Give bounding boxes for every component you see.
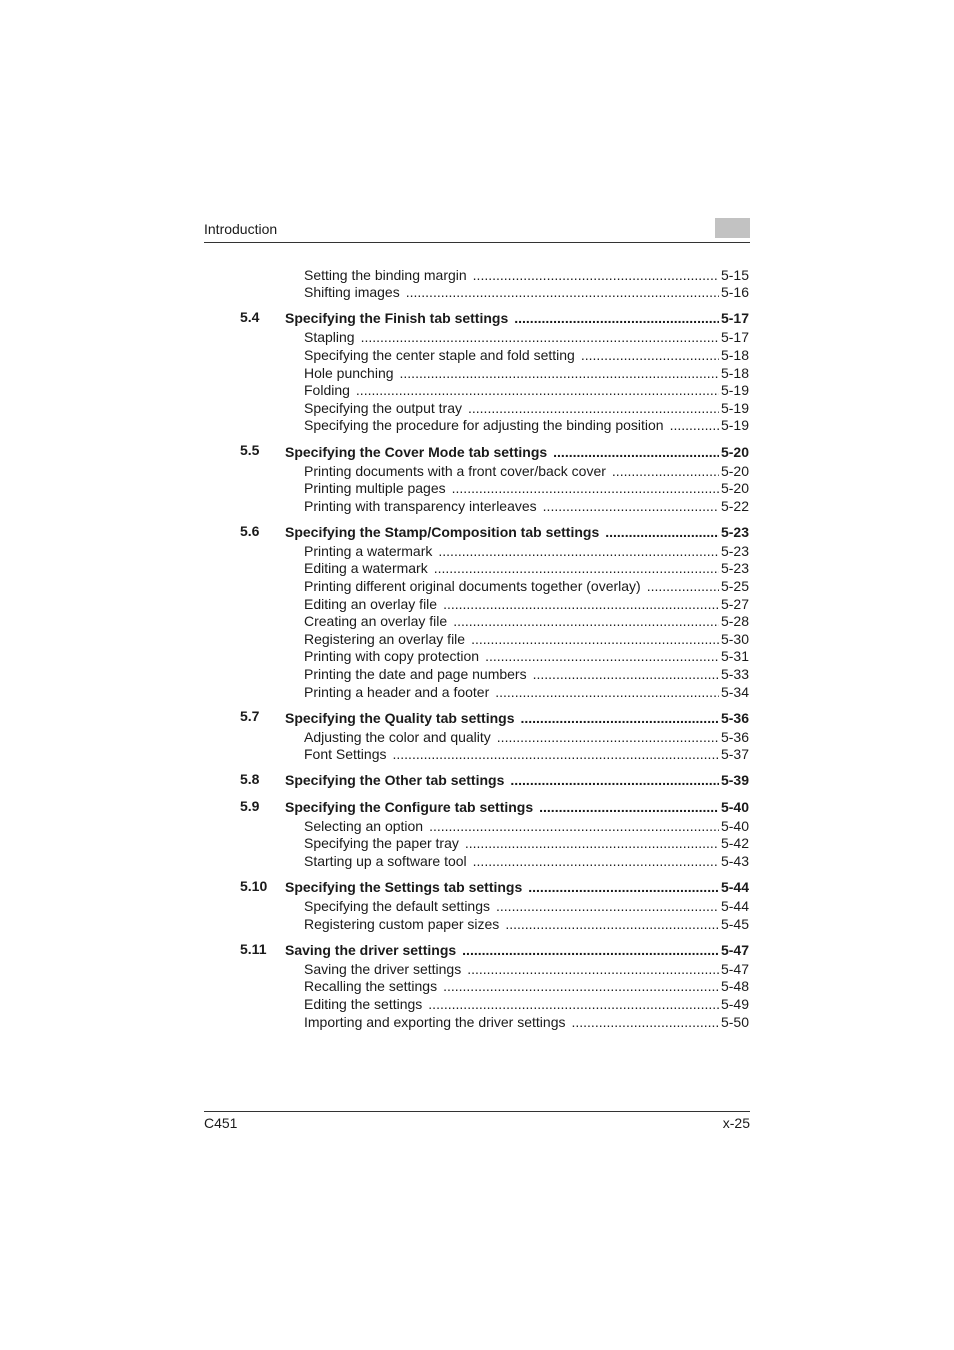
toc-entry-title: Saving the driver settings <box>285 941 457 958</box>
toc-subsection-entry[interactable] <box>240 266 749 284</box>
toc-page-number: 5-17 <box>720 329 749 346</box>
toc-entry-title: Specifying the Finish tab settings <box>285 310 509 327</box>
dot-leader <box>356 382 719 398</box>
toc-entry-title: Shifting images <box>304 284 400 301</box>
toc-subsection-entry[interactable] <box>240 978 749 996</box>
toc-section-number: 5.4 <box>240 309 260 326</box>
toc-page-number: 5-39 <box>720 772 749 789</box>
toc-entry-title: Adjusting the color and quality <box>304 728 491 745</box>
toc-page-number: 5-45 <box>720 915 749 932</box>
dot-leader <box>553 444 719 460</box>
toc-page-number: 5-44 <box>720 879 749 896</box>
toc-subsection-entry[interactable] <box>240 399 749 417</box>
dot-leader <box>605 524 719 540</box>
toc-page-number: 5-19 <box>720 417 749 434</box>
toc-page-number: 5-50 <box>720 1013 749 1030</box>
toc-entry-title: Specifying the default settings <box>304 898 491 915</box>
toc-entry-title: Specifying the paper tray <box>304 835 459 852</box>
toc-section-entry[interactable] <box>240 309 749 328</box>
toc-entry-title: Printing multiple pages <box>304 480 446 497</box>
toc-page-number: 5-20 <box>720 462 749 479</box>
dot-leader <box>468 400 719 416</box>
toc-subsection-entry[interactable] <box>240 364 749 382</box>
toc-subsection-entry[interactable] <box>240 346 749 364</box>
dot-leader <box>473 267 719 283</box>
toc-subsection-entry[interactable] <box>240 817 749 835</box>
toc-entry-title: Setting the binding margin <box>304 266 467 283</box>
toc-entry-title: Printing with copy protection <box>304 648 480 665</box>
dot-leader <box>393 746 719 762</box>
dot-leader <box>452 480 719 496</box>
toc-subsection-entry[interactable] <box>240 995 749 1013</box>
toc-page-number: 5-18 <box>720 364 749 381</box>
toc-entry-title: Font Settings <box>304 746 387 763</box>
toc-subsection-entry[interactable] <box>240 728 749 746</box>
toc-entry-title: Specifying the Other tab settings <box>285 772 505 789</box>
dot-leader <box>533 666 719 682</box>
toc-entry-title: Registering custom paper sizes <box>304 915 500 932</box>
toc-entry-title: Specifying the Configure tab settings <box>285 798 534 815</box>
toc-section-number: 5.9 <box>240 797 260 814</box>
toc-subsection-entry[interactable] <box>240 897 749 915</box>
dot-leader <box>473 853 719 869</box>
toc-entry-title: Printing a header and a footer <box>304 683 490 700</box>
toc-subsection-entry[interactable] <box>240 630 749 648</box>
dot-leader <box>443 596 719 612</box>
toc-page-number: 5-36 <box>720 728 749 745</box>
toc-subsection-entry[interactable] <box>240 612 749 630</box>
toc-page-number: 5-16 <box>720 284 749 301</box>
toc-entry-title: Creating an overlay file <box>304 613 448 630</box>
toc-entry-title: Editing the settings <box>304 996 423 1013</box>
toc-entry-title: Specifying the output tray <box>304 399 462 416</box>
dot-leader <box>528 879 719 895</box>
toc-page-number: 5-20 <box>720 443 749 460</box>
toc-page-number: 5-42 <box>720 835 749 852</box>
toc-entry-title: Printing the date and page numbers <box>304 665 527 682</box>
toc-page-number: 5-43 <box>720 853 749 870</box>
toc-entry-title: Printing with transparency interleaves <box>304 497 537 514</box>
toc-entry-title: Printing different original documents together (overlay) <box>304 578 641 595</box>
toc-page-number: 5-44 <box>720 898 749 915</box>
toc-subsection-entry[interactable] <box>240 852 749 870</box>
toc-subsection-entry[interactable] <box>240 577 749 595</box>
toc-entry-title: Editing a watermark <box>304 560 428 577</box>
toc-page-number: 5-23 <box>720 542 749 559</box>
toc-page-number: 5-28 <box>720 613 749 630</box>
toc-page-number: 5-31 <box>720 648 749 665</box>
toc-section-entry[interactable] <box>240 442 749 461</box>
toc-entry-title: Specifying the center staple and fold setting <box>304 347 575 364</box>
toc-subsection-entry[interactable] <box>240 1013 749 1031</box>
toc-section-number: 5.5 <box>240 442 260 459</box>
toc-subsection-entry[interactable] <box>240 329 749 347</box>
toc-page-number: 5-19 <box>720 399 749 416</box>
dot-leader <box>505 916 719 932</box>
toc-subsection-entry[interactable] <box>240 665 749 683</box>
header-title: Introduction <box>204 221 278 237</box>
toc-page-number: 5-34 <box>720 683 749 700</box>
toc-entry-title: Printing a watermark <box>304 542 433 559</box>
dot-leader <box>510 772 719 788</box>
dot-leader <box>543 498 719 514</box>
toc-subsection-entry[interactable] <box>240 835 749 853</box>
toc-page-number: 5-19 <box>720 382 749 399</box>
page-footer <box>204 1111 750 1131</box>
toc-subsection-entry[interactable] <box>240 960 749 978</box>
toc-entry-title: Selecting an option <box>304 817 424 834</box>
dot-leader <box>428 996 719 1012</box>
dot-leader <box>361 329 719 345</box>
dot-leader <box>496 898 719 914</box>
toc-page-number: 5-18 <box>720 347 749 364</box>
dot-leader <box>539 799 719 815</box>
dot-leader <box>467 961 719 977</box>
toc-page-number: 5-23 <box>720 560 749 577</box>
toc-section-entry[interactable] <box>240 708 749 727</box>
toc-subsection-entry[interactable] <box>240 417 749 435</box>
toc-page-number: 5-25 <box>720 578 749 595</box>
dot-leader <box>438 543 719 559</box>
toc-entry-title: Saving the driver settings <box>304 960 462 977</box>
toc-subsection-entry[interactable] <box>240 683 749 701</box>
toc-entry-title: Starting up a software tool <box>304 853 467 870</box>
dot-leader <box>571 1014 718 1030</box>
toc-page-number: 5-30 <box>720 630 749 647</box>
toc-page-number: 5-49 <box>720 996 749 1013</box>
dot-leader <box>443 978 719 994</box>
toc-entry-title: Recalling the settings <box>304 978 438 995</box>
toc-page-number: 5-22 <box>720 497 749 514</box>
toc-page-number: 5-15 <box>720 266 749 283</box>
toc-section-number: 5.7 <box>240 708 260 725</box>
toc-subsection-entry[interactable] <box>240 479 749 497</box>
toc-entry-title: Editing an overlay file <box>304 595 438 612</box>
toc-page-number: 5-23 <box>720 523 749 540</box>
toc-section-entry[interactable] <box>240 941 749 960</box>
dot-leader <box>647 578 719 594</box>
toc-subsection-entry[interactable] <box>240 462 749 480</box>
toc-entry-title: Specifying the Quality tab settings <box>285 709 515 726</box>
toc-subsection-entry[interactable] <box>240 745 749 763</box>
dot-leader <box>406 284 719 300</box>
toc-page-number: 5-37 <box>720 746 749 763</box>
table-of-contents <box>240 266 749 1030</box>
toc-section-number: 5.10 <box>240 877 268 894</box>
toc-entry-title: Folding <box>304 382 350 399</box>
toc-section-number: 5.11 <box>240 940 267 957</box>
toc-section-entry[interactable] <box>240 878 749 897</box>
dot-leader <box>581 347 719 363</box>
toc-subsection-entry[interactable] <box>240 381 749 399</box>
toc-entry-title: Importing and exporting the driver settings <box>304 1013 566 1030</box>
toc-entry-title: Hole punching <box>304 364 394 381</box>
dot-leader <box>400 365 719 381</box>
toc-section-number: 5.6 <box>240 522 260 539</box>
toc-subsection-entry[interactable] <box>240 595 749 613</box>
toc-page-number: 5-40 <box>720 798 749 815</box>
toc-section-entry[interactable] <box>240 771 749 790</box>
dot-leader <box>465 835 719 851</box>
toc-entry-title: Specifying the procedure for adjusting the binding position <box>304 417 664 434</box>
toc-entry-title: Stapling <box>304 329 355 346</box>
toc-page-number: 5-17 <box>720 310 749 327</box>
toc-entry-title: Specifying the Settings tab settings <box>285 879 523 896</box>
toc-subsection-entry[interactable] <box>240 284 749 302</box>
toc-page-number: 5-20 <box>720 480 749 497</box>
toc-subsection-entry[interactable] <box>240 542 749 560</box>
toc-subsection-entry[interactable] <box>240 560 749 578</box>
toc-subsection-entry[interactable] <box>240 497 749 515</box>
header-tab-marker <box>715 218 750 238</box>
dot-leader <box>495 684 719 700</box>
dot-leader <box>514 310 719 326</box>
toc-page-number: 5-27 <box>720 595 749 612</box>
dot-leader <box>485 648 719 664</box>
toc-subsection-entry[interactable] <box>240 648 749 666</box>
toc-section-number: 5.8 <box>240 771 260 788</box>
toc-section-entry[interactable] <box>240 523 749 542</box>
page-header <box>204 218 750 243</box>
footer-page-number: x-25 <box>722 1115 750 1131</box>
toc-page-number: 5-40 <box>720 817 749 834</box>
toc-entry-title: Specifying the Cover Mode tab settings <box>285 443 548 460</box>
dot-leader <box>670 417 719 433</box>
toc-entry-title: Printing documents with a front cover/back cover <box>304 462 606 479</box>
toc-page-number: 5-47 <box>720 941 749 958</box>
toc-entry-title: Specifying the Stamp/Composition tab settings <box>285 523 600 540</box>
dot-leader <box>612 463 719 479</box>
dot-leader <box>453 613 719 629</box>
toc-page-number: 5-33 <box>720 665 749 682</box>
toc-page-number: 5-36 <box>720 709 749 726</box>
dot-leader <box>462 942 719 958</box>
dot-leader <box>429 818 719 834</box>
dot-leader <box>471 631 719 647</box>
toc-entry-title: Registering an overlay file <box>304 630 466 647</box>
footer-model: C451 <box>204 1115 238 1131</box>
dot-leader <box>434 560 719 576</box>
toc-section-entry[interactable] <box>240 798 749 817</box>
toc-page-number: 5-47 <box>720 960 749 977</box>
dot-leader <box>520 710 718 726</box>
toc-subsection-entry[interactable] <box>240 915 749 933</box>
toc-page-number: 5-48 <box>720 978 749 995</box>
dot-leader <box>497 729 719 745</box>
